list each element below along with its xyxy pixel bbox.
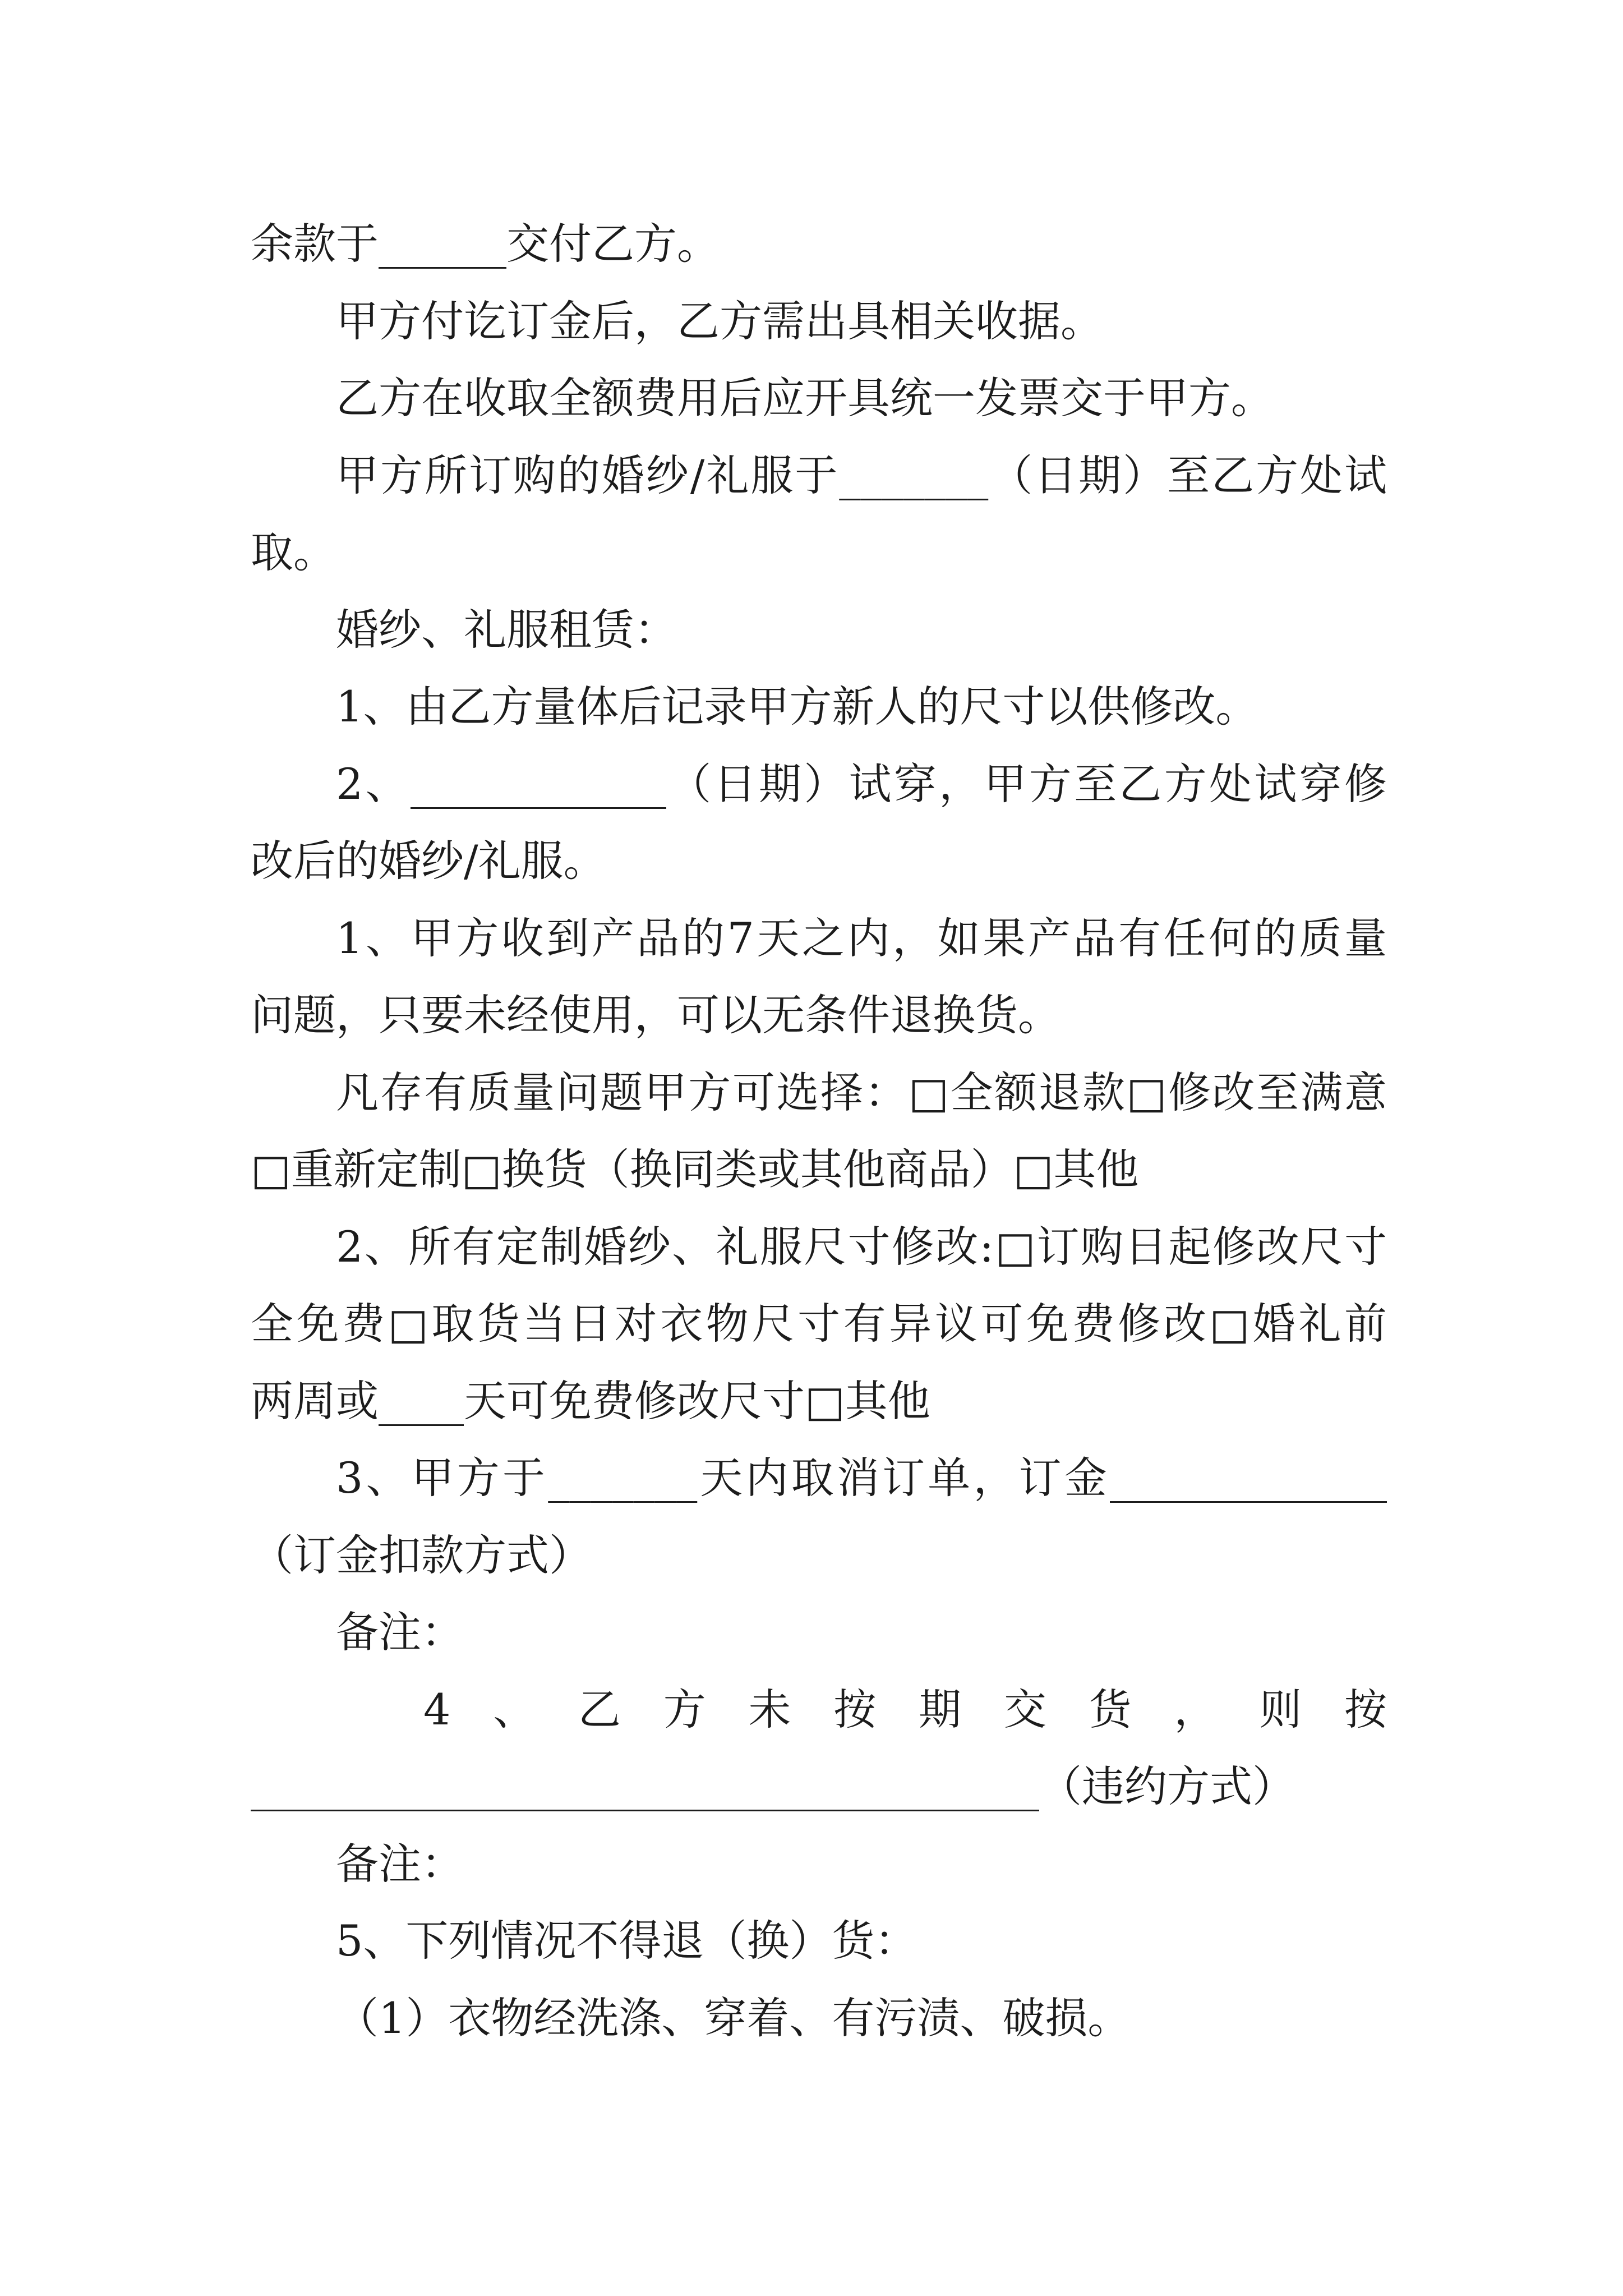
text-line: 乙方在收取全额费用后应开具统一发票交于甲方。	[336, 373, 1274, 423]
remark-label	[251, 1825, 1387, 1903]
section-heading	[251, 591, 1387, 669]
text-line: 2、____________（日期）试穿，甲方至乙方处试穿修	[336, 758, 1387, 809]
text-line: _____________________________________（违约方式）	[251, 1761, 1295, 1811]
paragraph	[251, 1054, 1387, 1208]
text-line: 备注：	[336, 1607, 464, 1657]
text-line: （订金扣款方式）	[251, 1530, 592, 1580]
text-line: 婚纱、礼服租赁：	[336, 604, 677, 655]
text-line: 5、下列情况不得退（换）货：	[336, 1916, 917, 1966]
text-line: 余款于______交付乙方。	[251, 219, 720, 269]
text-line: 2、所有定制婚纱、礼服尺寸修改:□订购日起修改尺寸	[336, 1221, 1387, 1272]
document-body	[251, 205, 1387, 2056]
text-line: 1、甲方收到产品的7天之内，如果产品有任何的质量	[336, 913, 1387, 963]
text-line: 改后的婚纱/礼服。	[251, 836, 606, 886]
text-line: 4、乙方未按期交货，则按	[423, 1684, 1387, 1734]
text-line: 甲方所订购的婚纱/礼服于_______（日期）至乙方处试	[336, 450, 1387, 500]
paragraph	[251, 668, 1387, 746]
text-line: 取。	[251, 527, 336, 577]
text-line: 甲方付讫订金后，乙方需出具相关收据。	[336, 296, 1103, 346]
paragraph	[251, 900, 1387, 1054]
paragraph	[251, 1902, 1387, 1980]
paragraph	[251, 360, 1387, 437]
paragraph	[251, 1980, 1387, 2057]
paragraph	[251, 437, 1387, 591]
paragraph	[251, 1671, 1387, 1825]
text-line: 问题，只要未经使用，可以无条件退换货。	[251, 990, 1061, 1040]
paragraph	[251, 205, 1387, 283]
text-line: 全免费□取货当日对衣物尺寸有异议可免费修改□婚礼前	[251, 1299, 1387, 1349]
remark-label	[251, 1594, 1387, 1671]
text-line: 3、甲方于_______天内取消订单，订金_____________	[336, 1453, 1387, 1503]
paragraph	[251, 746, 1387, 900]
text-line: （1）衣物经洗涤、穿着、有污渍、破损。	[336, 1993, 1131, 2043]
paragraph	[251, 283, 1387, 360]
paragraph	[251, 1439, 1387, 1594]
text-line: □重新定制□换货（换同类或其他商品）□其他	[251, 1144, 1139, 1194]
text-line: 1、由乙方量体后记录甲方新人的尺寸以供修改。	[336, 682, 1258, 731]
text-line: 两周或____天可免费修改尺寸□其他	[251, 1375, 930, 1426]
text-line: 备注：	[336, 1838, 464, 1889]
paragraph	[251, 1208, 1387, 1440]
text-line: 凡存有质量问题甲方可选择：□全额退款□修改至满意	[336, 1067, 1387, 1117]
